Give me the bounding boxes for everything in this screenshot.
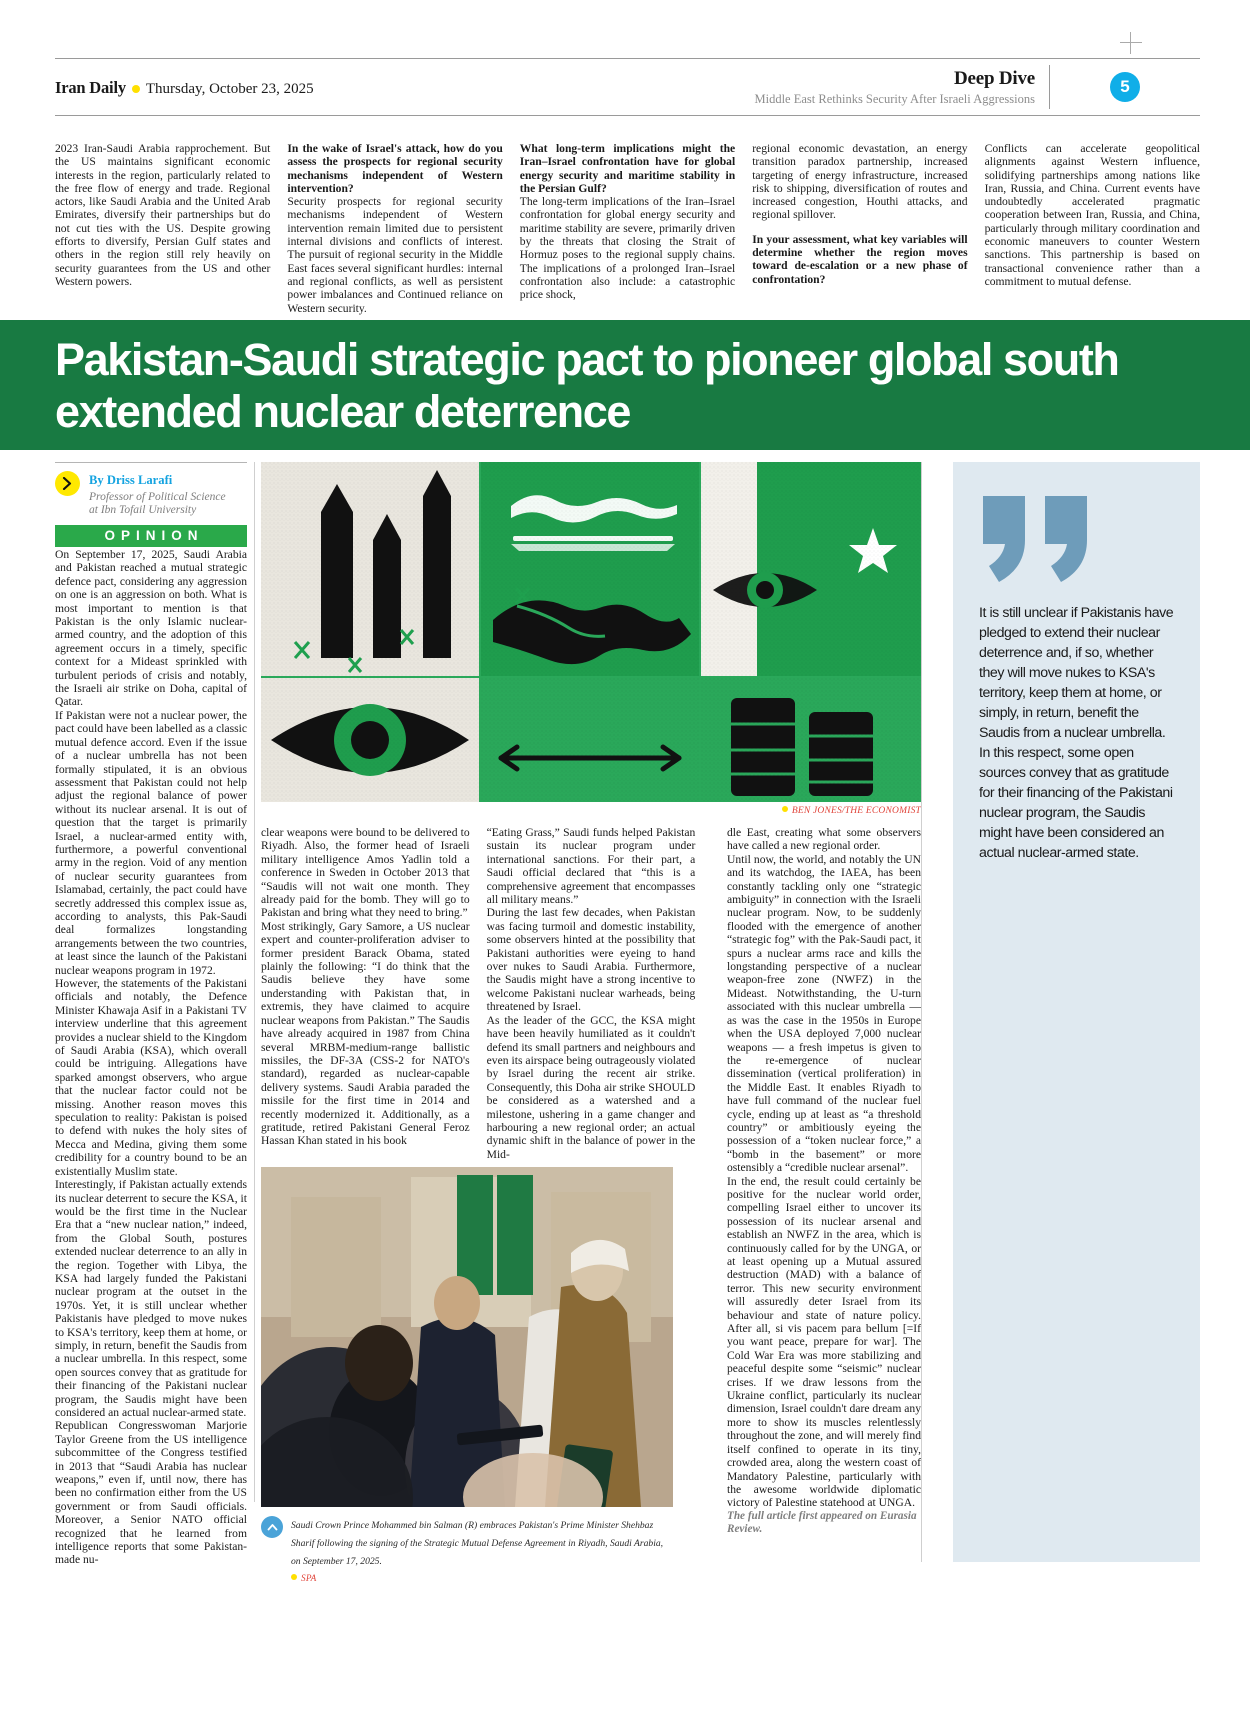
quote-mark-icon <box>953 462 1200 587</box>
author-role-line2: at Ibn Tofail University <box>89 504 197 516</box>
masthead <box>55 58 1200 116</box>
yellow-dot-icon <box>782 806 788 812</box>
headline-band <box>0 320 1250 450</box>
carryover-column-1 <box>55 142 270 317</box>
section-subtitle: Middle East Rethinks Security After Israeli Aggressions <box>754 91 1035 106</box>
paragraph: Conflicts can accelerate geopolitical alignments against Western influence, solidifying partnerships among nations like Iran, Russia, and China. Current events have undoubtedly accelerated pragmatic cooperation between Iran, Russia, and China, particularly through military coordination and economic maneuvers to counter Western sanctions. This partnership is based on transactional convenience rather than a commitment to mutual defense. <box>984 142 1200 288</box>
carryover-column-2 <box>287 142 502 317</box>
paragraph: Most strikingly, Gary Samore, a US nuclear expert and counter-proliferation adviser to former president Barack Obama, stated plainly the following: “I do think that the Saudis believe they have some understanding with Pakistan that, in extremis, they have claimed to acquire nuclear weapons from Pakistan.” The Saudis have already acquired in 1987 from China several MRBM-medium-range ballistic missiles, the DF-3A (CSS-2 for NATO's standard), regarded as nuclear-capable delivery systems. Saudi Arabia paraded the missile for the first time in 2014 and recently modernized it. Additionally, as a gratitude, retired Pakistani General Feroz Hassan Khan stated in his book <box>261 919 470 1148</box>
opinion-badge: OPINION <box>55 525 247 547</box>
paragraph: Interestingly, if Pakistan actually extends its nuclear deterrent to secure the KSA, it would be the first time in the Nuclear Era that a “new nuclear nation,” indeed, from the Global South, postures extended nuclear deterrence to an ally in the region. Together with Libya, the KSA had largely funded the Pakistani nuclear program at the outset in the 1970s. Yet, it is still unclear whether Pakistanis have pledged to move nukes to KSA's territory, keep them at home, or simply, in return, benefit the Saudis from a nuclear umbrella. In this respect, some open sources convey that as gratitude for their financing of the Pakistani nuclear program, the Saudis might have been considered an actual nuclear-armed state. <box>55 1178 247 1419</box>
byline-row <box>55 470 247 517</box>
page-title: Pakistan-Saudi strategic pact to pioneer global south extended nuclear deterrence <box>55 334 1119 437</box>
photo-svg <box>261 1167 673 1507</box>
article-tagline: The full article first appeared on Eurasia Review. <box>727 1510 917 1535</box>
newspaper-brand: Iran Daily <box>55 78 126 97</box>
paragraph: However, the statements of the Pakistani officials and notably, the Defence Minister Khawaja Asif in a Pakistani TV interview underline that this agreement provides a nuclear shield to the Kingdom of Saudi Arabia (KSA), which overall could be intriguing. Allegations have sparked amongst observers, who argue that the nuclear factor could not be missing. Another reason moves this speculation to reality: Pakistan is poised to defend with nukes the holy sites of Mecca and Medina, giving them some credibility for a country bound to be an existentially Muslim state. <box>55 977 247 1178</box>
photo-credit <box>291 1573 673 1583</box>
illustration-credit <box>261 806 921 816</box>
byline-rule <box>55 462 247 463</box>
pull-quote-box <box>953 462 1200 1562</box>
paragraph: Until now, the world, and notably the UN and its watchdog, the IAEA, has been constantly tackling only one “strategic ambiguity” in connection with the Israeli nuclear program. Now, to be suddenly flooded with the emergence of another “strategic fog” with the Pak-Saudi pact, it spurs a nuclear arms race and kills the longstanding perspective of a nuclear weapon-free zone (NWFZ) in the Mideast. Notwithstanding, the U-turn associated with this nuclear umbrella — as was the case in the 1950s in Europe when the USA deployed 7,000 nuclear weapons — a fresh impetus is given to the re-emergence of nuclear dissemination (vertical proliferation) in the Middle East. It enables Riyadh to have full command of the nuclear fuel cycle, ending up at least as “a threshold country” or ambitiously eyeing the possession of a “token nuclear force,” a “bomb in the basement” or more ostensibly a “credible nuclear arsenal”. <box>727 852 921 1175</box>
paragraph: In the end, the result could certainly be positive for the nuclear world order, compelling Israel either to uncover its possession of its nuclear arsenal and establish an NWFZ in the area, which is continuously called for by the UNGA, or at least opening up a Mutual assured destruction (MAD) with a balance of terror. This new security environment will assuredly deter Israel from its behaviour and state of nature policy. After all, si vis pacem para bellum [=If you want peace, prepare for war]. The Cold War Era was more stabilizing and peaceful despite some “seismic” nuclear crises. If we draw lessons from the Ukraine conflict, particularly its nuclear dimension, Israel couldn't dare dream any more to show its muscles relentlessly throughout the zone, and will merely find itself confined to operate in its tiny, crowded area, along the western coast of Mandatory Palestine, particularly with the awesome worldwide diplomatic victory of Palestine statehood at UNGA. <box>727 1174 921 1510</box>
photo-caption-block <box>261 1515 673 1583</box>
photo-credit-text: SPA <box>301 1573 317 1583</box>
paragraph: Republican Congresswoman Marjorie Taylor Greene from the US intelligence subcommittee of the Congress testified in 2013 that “Saudi Arabia has nuclear weapons,” even if, until now, there has been no confirmation either from the US government or from Saudi officials. Moreover, a Senior NATO official recognized that he learned from intelligence reports that some Pakistan-made nu- <box>55 1419 247 1567</box>
paragraph: The long-term implications of the Iran–Israel confrontation for global energy security and maritime stability are severe, primarily driven by the threats that closing the Strait of Hormuz poses to the regional supply chains. The implications of a prolonged Iran–Israel confrontation also include: a catastrophic price shock, <box>519 195 736 302</box>
paragraph: During the last few decades, when Pakistan was facing turmoil and domestic instability, some observers hinted at the possibility that Pakistani authorities were eyeing to hand over nukes to Saudi Arabia. Furthermore, the Saudis might have a strong incentive to welcome Pakistani nuclear warheads, being threatened by Israel. <box>486 906 696 1014</box>
paragraph: If Pakistan were not a nuclear power, the pact could have been labelled as a classic mutual defence accord. Even if the issue of a nuclear umbrella has not been formally stipulated, it is an obvious assessment that Pakistan could not help adjust the regional balance of power without its nuclear arsenal. It is out of question that the target is primarily Israel, a nuclear-armed entity with, furthermore, a powerful conventional army in the region. Void of any mention of nuclear security guarantees from Islamabad, certainly, the pact could have secretly addressed this complex issue as, according to analysts, this Pak-Saudi deal formalizes longstanding arrangements between the two countries, at least since the launch of the Pakistani nuclear weapons program in 1972. <box>55 708 247 977</box>
photo-signing-ceremony <box>261 1167 673 1507</box>
column-rule-right <box>921 462 922 1562</box>
carryover-columns <box>55 142 1200 317</box>
article-body-column-1 <box>261 826 470 1161</box>
byline-block <box>55 462 247 547</box>
article-body-column-2 <box>487 826 696 1161</box>
carryover-column-5 <box>985 142 1200 317</box>
issue-date: Thursday, October 23, 2025 <box>145 81 314 97</box>
illustration-credit-text: BEN JONES/THE ECONOMIST <box>791 806 921 816</box>
chevron-right-icon[interactable] <box>55 471 80 496</box>
paragraph: 2023 Iran-Saudi Arabia rapprochement. But the US maintains significant economic interests in the region, particularly related to the free flow of energy and trade. Regional actors, like Saudi Arabia and the United Arab Emirates, diversify their partnerships but do not cut ties with the US. Despite growing efforts to diversify, Persian Gulf states and others in the region still rely heavily on security guarantees from the US and other Western powers. <box>55 142 271 288</box>
page-number-badge: 5 <box>1110 72 1140 102</box>
section-header <box>754 68 1049 107</box>
interview-question: In your assessment, what key variables will determine whether the region moves toward de-escalation or a new phase of confrontation? <box>752 232 968 286</box>
interview-question: What long-term implications might the Iran–Israel confrontation have for global energy security and maritime stability in the Persian Gulf? <box>519 142 736 195</box>
paragraph: As the leader of the GCC, the KSA might have been heavily humiliated as it couldn't defend its small partners and neighbours and even its airspace being outrageously violated by Israel during the recent air strike. Consequently, this Doha air strike SHOULD be considered as a watershed and a milestone, ushering in a game changer and harbouring a new regional order; an actual dynamic shift in the balance of power in the Mid- <box>486 1013 696 1161</box>
paragraph: dle East, creating what some observers have called a new regional order. <box>727 826 921 853</box>
paragraph: On September 17, 2025, Saudi Arabia and Pakistan reached a mutual strategic defence pact, considering any aggression on one is an aggression on both. What is most important to mention is that Pakistan is the only Islamic nuclear-armed country, and the adoption of this agreement occurs in a timely, specific context for a Mideast sprinkled with turbulent periods of crisis and notably, the Israeli air strike on Doha, capital of Qatar. <box>55 548 247 709</box>
photo-caption-texts <box>291 1515 673 1583</box>
section-title: Deep Dive <box>953 67 1035 89</box>
yellow-dot-icon <box>291 1574 297 1580</box>
illustration-svg <box>261 462 921 802</box>
byline-text <box>89 470 226 517</box>
author-role-line1: Professor of Political Science <box>89 491 226 503</box>
page-number-area <box>1050 72 1200 102</box>
carryover-column-4 <box>752 142 967 317</box>
author-name[interactable]: By Driss Larafi <box>89 473 173 487</box>
pull-quote-text: It is still unclear if Pakistanis have pledged to extend their nuclear deterrence and, if so, whether they will move nukes to KSA's territory, keep them at home, or simply, in return, benefit the Saudis from a nuclear umbrella. In this respect, some open sources convey that as gratitude for their financing of the Pakistani nuclear program, the Saudis might have been considered an actual nuclear-armed state. <box>979 605 1174 861</box>
paragraph: clear weapons were bound to be delivered to Riyadh. Also, the former head of Israeli military intelligence Amos Yadlin told a conference in Sweden in October 2013 that “Saudis will not wait one month. They already paid for the bomb. They will go to Pakistan and bring what they need to bring.” <box>261 826 470 920</box>
article-left-column <box>55 548 247 1567</box>
paragraph: “Eating Grass,” Saudi funds helped Pakistan sustain its nuclear program under international sanctions. For their part, a Saudi official declared that “this is a comprehensive agreement that encompasses all military means.” <box>486 826 696 907</box>
paragraph: regional economic devastation, an energy transition paradox partnership, increased targeting of energy infrastructure, increased risk to shipping, diversification of routes and increased congestion, Houthi attacks, and regional spillover. <box>752 142 968 222</box>
article-right-column <box>727 826 921 1510</box>
caret-up-icon[interactable] <box>261 1516 283 1538</box>
interview-question: In the wake of Israel's attack, how do you assess the prospects for regional security mechanisms independent of Western intervention? <box>287 142 503 195</box>
masthead-left <box>55 76 314 98</box>
crop-mark <box>1120 32 1142 54</box>
carryover-column-3 <box>520 142 735 317</box>
column-rule-left <box>254 462 255 1502</box>
photo-caption: Saudi Crown Prince Mohammed bin Salman (R) embraces Pakistan's Prime Minister Shehbaz Sharif following the signing of the Strategic Mutual Defense Agreement in Riyadh, Saudi Arabia, on September 17, 2025. <box>291 1520 664 1567</box>
author-role <box>89 491 226 517</box>
yellow-dot-icon <box>132 85 140 93</box>
paragraph: Security prospects for regional security mechanisms independent of Western intervention remain limited due to persistent internal divisions and conflicts of interest. The pursuit of regional security in the Middle East faces several significant hurdles: internal and regional conflicts, as well as persistent power imbalances and Continued reliance on Western security. <box>287 195 503 315</box>
illustration-main <box>261 462 921 802</box>
